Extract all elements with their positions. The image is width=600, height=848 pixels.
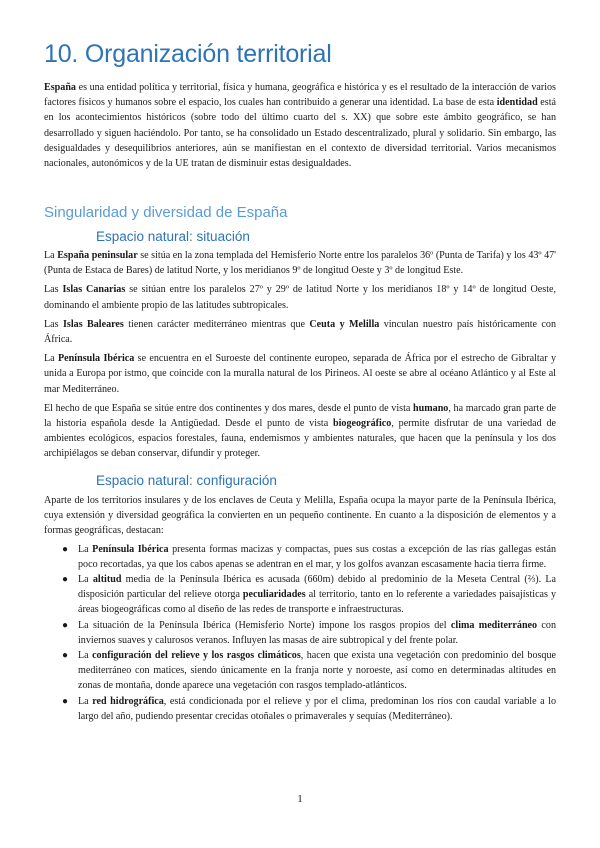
list-item [44,572,556,618]
situacion-block [44,248,556,462]
bold-term: altitud [92,574,122,586]
bold-term: clima mediterráneo [450,619,538,631]
page-title: 10. Organización territorial [44,40,332,68]
paragraph [44,401,556,462]
bold-term: peculiaridades [242,589,306,601]
bold-term: identidad [496,97,538,109]
bold-term: configuración del relieve y los rasgos climáticos [92,650,301,662]
text-run: es una entidad política y territorial, física y humana, geográfica e histórica y es el resultado de la interacción de varios factores físicos y humanos sobre el espacio, los cuales han contribuido a generar una identidad. La base de esta [44,82,556,109]
text-run: La [44,250,58,261]
list-item [44,618,556,648]
bold-term: biogeográfico [333,418,392,430]
bullet-icon: ● [62,650,69,662]
bold-term: humano [413,402,449,414]
text-run: tienen carácter mediterráneo mientras que [123,318,310,330]
bold-term: España peninsular [57,250,138,261]
text-run: La [78,574,93,586]
text-run: se sitúa en la zona templada del Hemisferio Norte entre los paralelos 36º (Punta de Tarifa) y los 43º 47' (Punta de Estaca de Bares) de latitud Norte, y los meridianos 9º de longitud Oeste y 3º de longitud Este. [44,250,556,277]
text-run: con inviernos suaves y calurosos veranos. Influyen las masas de aire subtropical y del frente polar. [78,619,556,646]
text-run: al territorio, tanto en lo referente a variedades paisajísticas y áreas biogeográficas como al diseño de las redes de transporte e infraestructuras. [78,589,556,616]
bold-term: Península Ibérica [58,353,135,365]
paragraph: Aparte de los territorios insulares y de los enclaves de Ceuta y Melilla, España ocupa la mayor parte de la Península Ibérica, cuya extensión y diversidad geográfica la convierten en un pequeño continente. En cuanto a la disposición de elementos y a formas geográficas, destacan: [44,495,556,537]
text-run: se encuentra en el Suroeste del continente europeo, separada de África por el estrecho de Gibraltar y unida a Europa por istmo, que coincide con la muralla natural de los Pirineos. Al oeste se abre al océano Atlántico y al Este al mar Mediterráneo. [44,353,556,395]
text-run: está en los acontecimientos históricos (sobre todo del último cuarto del s. XX) que sobre este ámbito geográfico, se han desarrollado y siguen haciéndolo. Por tanto, se ha consolidado un Estado descentralizado, plural y solidario. Sin embargo, las desigualdades y desequilibrios anteriores, aún se manifiestan en el contexto de diversidad territorial. Varios mecanismos nacionales, autonómicos y de la UE tratan de disminuir estas desigualdades. [44,97,556,170]
paragraph [44,282,556,312]
bold-term: España [44,82,76,93]
text-run: La [78,650,93,662]
bullet-icon: ● [62,574,69,586]
paragraph [44,351,556,397]
text-run: media de la Península Ibérica es acusada (660m) debido al predominio de la Meseta Central (⅔). La disposición particular del relieve otorga [78,574,556,601]
text-run: , permite disfrutar de una variedad de ambientes ecológicos, espacios forestales, fauna, endemismos y ambientes naturales, que hacen que la península y los dos archipiélagos se deban conservar, difundir y proteger. [44,418,556,460]
bold-term: Ceuta y Melilla [309,318,380,330]
bold-term: Península Ibérica [92,543,169,555]
bold-term: red hidrográfica [92,695,164,707]
text-run: La [44,353,59,365]
bold-term: Islas Baleares [62,318,124,330]
subsection-heading-situacion: Espacio natural: situación [96,229,250,244]
text-run: se sitúan entre los paralelos 27º y 29º de latitud Norte y los meridianos 18º y 14º de longitud Oeste, dominando el ambiente propio de las latitudes subtropicales. [44,284,556,311]
text-run: , ha marcado gran parte de la historia española desde la Antigüedad. Desde el punto de vista [44,402,556,430]
list-item [44,648,556,694]
configuracion-block [44,493,556,724]
list-item [44,542,556,572]
bullet-icon: ● [62,619,69,631]
text-run: Las [44,284,63,296]
text-run: , hacen que exista una vegetación con predominio del bosque mediterráneo con matices, siendo únicamente en la franja norte y noroeste, así como en determinadas altitudes en zonas de montaña, donde aparece una vegetación con rasgos templado-atlánticos. [78,650,557,692]
text-run: La [78,695,93,707]
intro-block [44,80,556,171]
page-number: 1 [297,793,303,805]
bullet-icon: ● [62,543,69,555]
bullet-list [44,542,556,724]
bold-term: Islas Canarias [62,284,126,296]
bullet-icon: ● [62,695,69,707]
subsection-heading-configuracion: Espacio natural: configuración [96,473,277,488]
text-run: , está condicionada por el relieve y por el clima, predominan los ríos con caudal variable a lo largo del año, pudiendo presentar crecidas otoñales o primaverales y sequías (Mediterráneo). [78,695,557,722]
list-item [44,694,556,724]
paragraph [44,317,556,347]
text-run: presenta formas macizas y compactas, pues sus costas a excepción de las rías gallegas están poco recortadas, ya que los cabos apenas se adentran en el mar, y los golfos avanzan escasamente hacia tierra firme. [78,543,556,570]
text-run: Las [44,318,63,330]
paragraph [44,248,556,278]
text-run: La [78,543,93,555]
section-heading: Singularidad y diversidad de España [44,204,288,221]
text-run: vinculan nuestro país históricamente con África. [44,318,556,346]
text-run: El hecho de que España se sitúe entre dos continentes y dos mares, desde el punto de vista [44,402,414,414]
intro-paragraph [44,80,556,171]
text-run: La situación de la Península Ibérica (Hemisferio Norte) impone los rasgos propios del [78,619,451,631]
